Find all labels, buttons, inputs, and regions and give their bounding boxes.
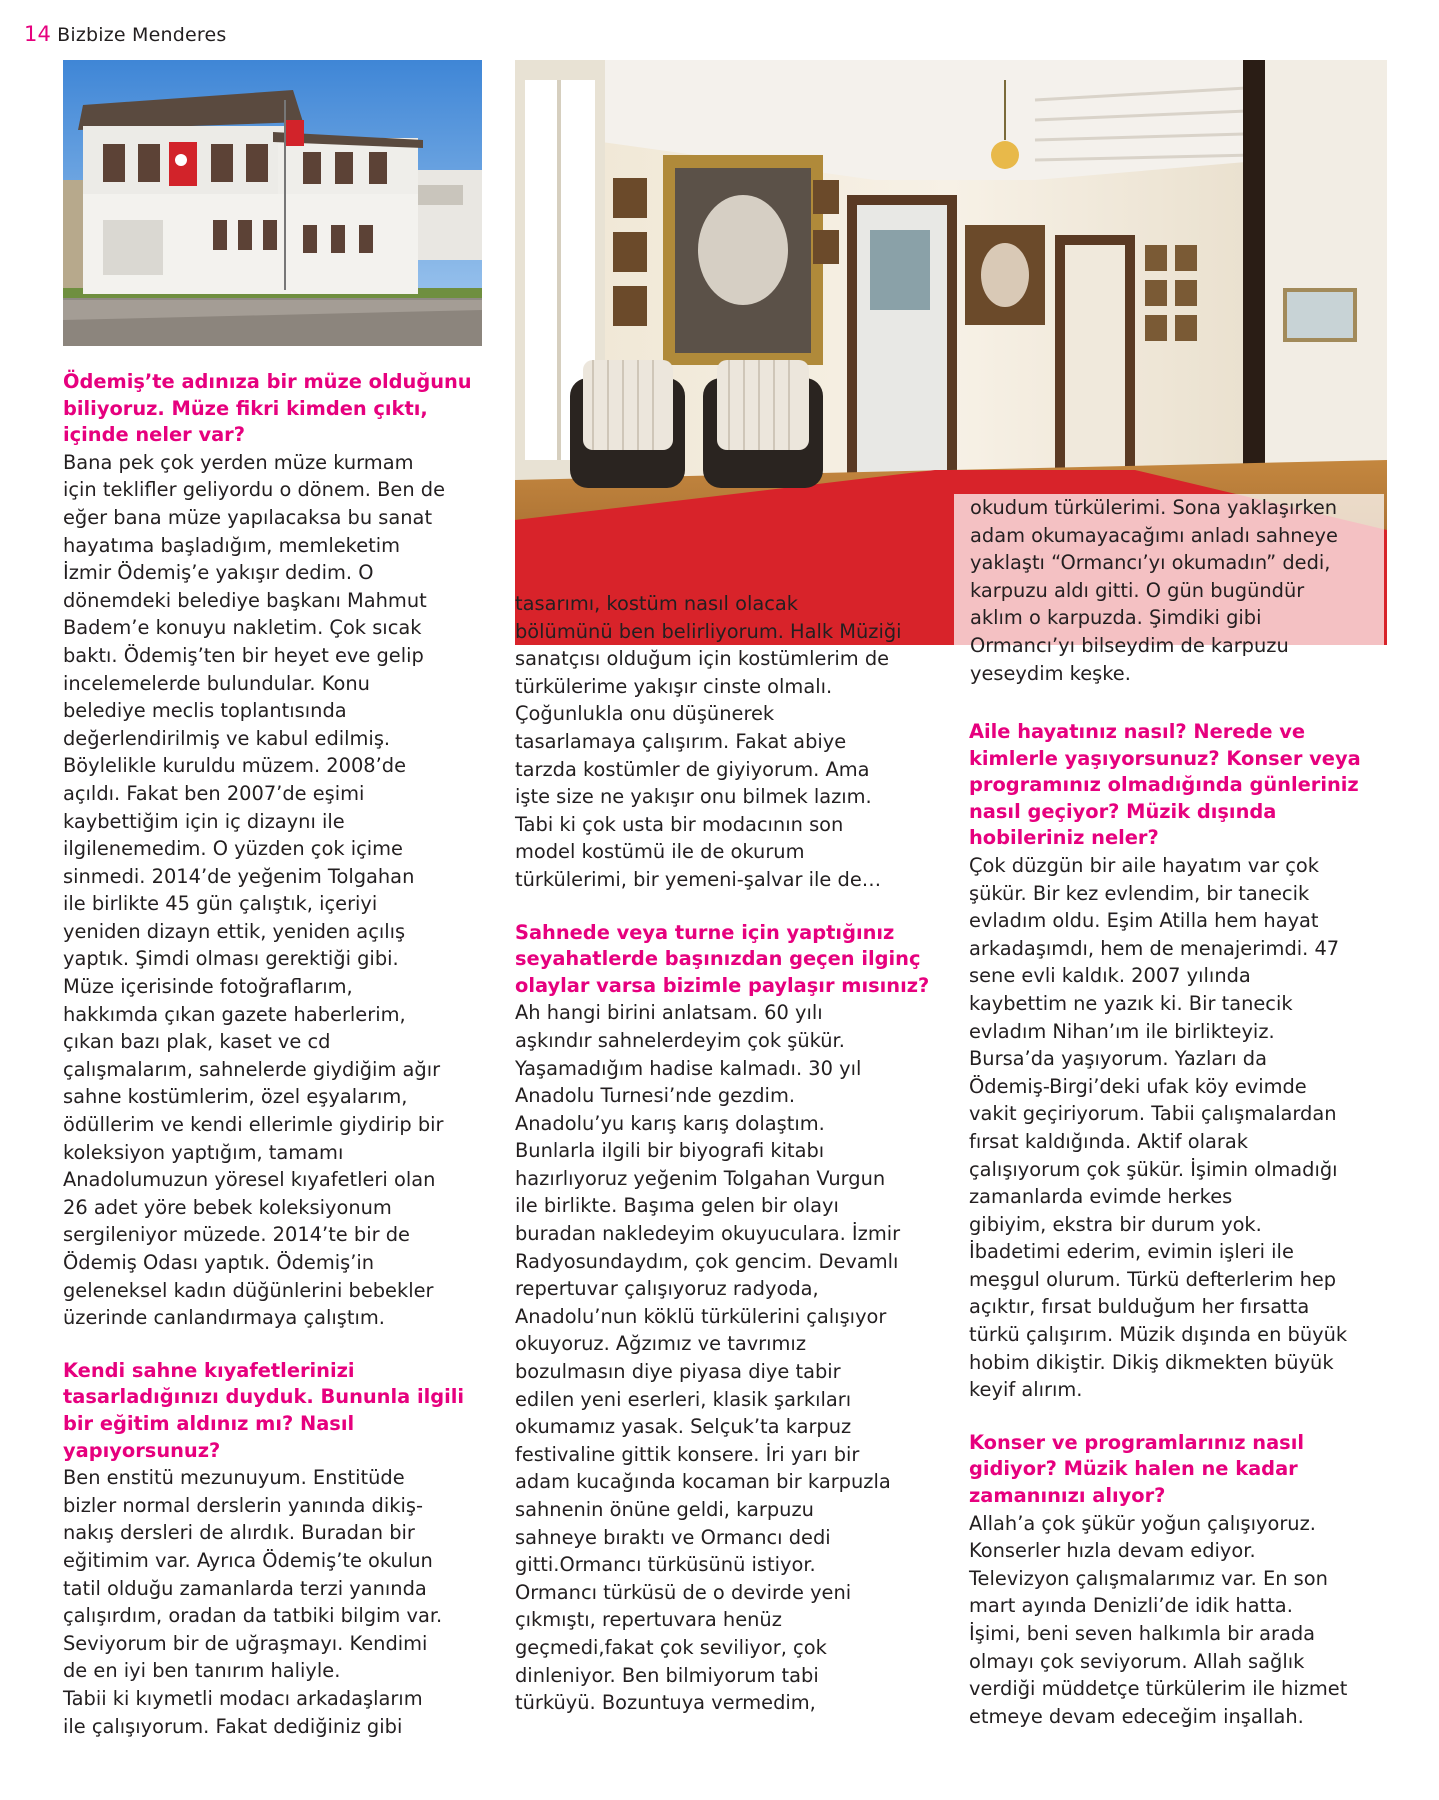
text-line: Badem’e konuyu nakletim. Çok sıcak: [63, 616, 422, 640]
answer-costumes: [63, 1464, 483, 1740]
text-line: festivaline gittik konsere. İri yarı bir: [515, 1442, 860, 1466]
article-column-3: [969, 719, 1389, 1730]
question-museum: Ödemiş’te adınıza bir müze olduğunu biliyoruz. Müze fikri kimden çıktı, içinde neler var?: [63, 370, 472, 447]
text-line: adam okumayacağımı anladı sahneye: [970, 523, 1338, 547]
question-family-life: Aile hayatınız nasıl? Nerede ve kimlerle yaşıyorsunuz? Konser veya programınız olmadığında günleriniz nasıl geçiyor? Müzik dışında hobileriniz neler?: [969, 720, 1361, 850]
text-line: belediye meclis toplantısında: [63, 699, 347, 723]
text-line: Ödemiş Odası yaptık. Ödemiş’in: [63, 1251, 375, 1274]
text-line: kaybettim ne yazık ki. Bir tanecik: [969, 991, 1293, 1015]
text-line: keyif alırım.: [969, 1378, 1083, 1402]
page-header: [24, 22, 227, 46]
text-line: tatil olduğu zamanlarda terzi yanında: [63, 1576, 427, 1600]
text-line: Bursa’da yaşıyorum. Yazları da: [969, 1047, 1267, 1071]
text-line: sergileniyor müzede. 2014’te bir de: [63, 1223, 410, 1247]
page-number: 14: [24, 22, 52, 46]
text-line: okudum türkülerimi. Sona yaklaşırken: [970, 496, 1338, 519]
text-line: repertuvar çalışıyoruz radyoda,: [515, 1277, 819, 1301]
text-line: adam kucağında kocaman bir karpuzla: [515, 1470, 891, 1494]
text-line: sanatçısı olduğum için kostümlerim de: [515, 647, 890, 671]
text-line: Seviyorum bir de uğraşmayı. Kendimi: [63, 1631, 428, 1655]
text-line: Yaşamadığım hadise kalmadı. 30 yıl: [515, 1056, 862, 1080]
text-line: eğer bana müze yapılacaksa bu sanat: [63, 505, 433, 529]
text-line: türkülerimi, bir yemeni-şalvar ile de…: [515, 867, 882, 891]
text-line: yaptık. Şimdi olması gerektiği gibi.: [63, 947, 399, 971]
text-line: çalışırdım, oradan da tatbiki bilgim var.: [63, 1604, 443, 1628]
text-line: için teklifler geliyordu o dönem. Ben de: [63, 478, 446, 502]
text-line: evladım Nihan’ım ile birlikteyiz.: [969, 1019, 1275, 1043]
text-line: Anadolumuzun yöresel kıyafetleri olan: [63, 1168, 436, 1192]
article-column-3-continued-text: [954, 494, 1384, 691]
text-line: ödüllerim ve kendi ellerimle giydirip bir: [63, 1113, 444, 1137]
text-line: Ödemiş-Birgi’deki ufak köy evimde: [969, 1074, 1307, 1098]
text-line: ilgilenemedim. O yüzden çok içime: [63, 837, 403, 861]
text-line: türkü çalışırım. Müzik dışında en büyük: [969, 1323, 1348, 1347]
text-line: hayatıma başladığım, memleketim: [63, 533, 400, 557]
text-line: sahnenin önüne geldi, karpuzu: [515, 1498, 814, 1521]
text-line: Anadolu’nun köklü türkülerini çalışıyor: [515, 1304, 887, 1328]
text-line: Ben enstitü mezunuyum. Enstitüde: [63, 1466, 405, 1490]
text-line: geleneksel kadın düğünlerini bebekler: [63, 1278, 434, 1302]
text-line: ile birlikte 45 gün çalıştık, içeriyi: [63, 892, 378, 916]
text-line: çıkan bazı plak, kaset ve cd: [63, 1030, 331, 1054]
text-line: türküyü. Bozuntuya vermedim,: [515, 1691, 816, 1715]
text-line: olmayı çok seviyorum. Allah sağlık: [969, 1649, 1305, 1673]
text-line: karpuzu aldı gitti. O gün bugündür: [970, 578, 1305, 602]
museum-house-illustration: [63, 60, 482, 346]
text-line: okumamız yasak. Selçuk’ta karpuz: [515, 1415, 852, 1439]
text-line: çalışmalarım, sahnelerde giydiğim ağır: [63, 1057, 441, 1081]
text-line: vakit geçiriyorum. Tabii çalışmalardan: [969, 1102, 1337, 1126]
text-line: tasarlamaya çalışırım. Fakat abiye: [515, 729, 847, 753]
answer-concerts: [969, 1510, 1389, 1731]
text-line: Ormancı’yı bilseydim de karpuzu: [970, 633, 1289, 657]
text-line: evladım oldu. Eşim Atilla hem hayat: [969, 909, 1319, 933]
text-line: sahne kostümlerim, özel eşyalarım,: [63, 1085, 408, 1109]
text-line: Televizyon çalışmalarımız var. En son: [969, 1566, 1328, 1590]
text-line: aşkındır sahnelerdeyim çok şükür.: [515, 1028, 845, 1052]
text-line: gitti.Ormancı türküsünü istiyor.: [515, 1553, 816, 1577]
text-line: açıktır, fırsat bulduğum her fırsatta: [969, 1295, 1310, 1319]
question-travel-stories: Sahnede veya turne için yaptığınız seyahatlerde başınızdan geçen ilginç olaylar varsa bizimle paylaşır mısınız?: [515, 920, 930, 997]
text-line: Bana pek çok yerden müze kurmam: [63, 450, 414, 474]
text-line: değerlendirilmiş ve kabul edilmiş.: [63, 726, 391, 750]
text-line: bölümünü ben belirliyorum. Halk Müziği: [515, 619, 902, 643]
text-line: koleksiyon yaptığım, tamamı: [63, 1140, 344, 1164]
text-line: bizler normal derslerin yanında dikiş-: [63, 1493, 423, 1517]
text-line: Müze içerisinde fotoğraflarım,: [63, 975, 353, 999]
text-line: şükür. Bir kez evlendim, bir tanecik: [969, 881, 1310, 905]
text-line: dinleniyor. Ben bilmiyorum tabi: [515, 1663, 819, 1687]
text-line: mart ayında Denizli’de idik hatta.: [969, 1594, 1293, 1618]
text-line: İbadetimi ederim, evimin işleri ile: [969, 1240, 1294, 1264]
answer-museum: [63, 449, 483, 1332]
text-line: buradan nakledeyim okuyuculara. İzmir: [515, 1222, 901, 1246]
text-line: bozulmasın diye piyasa diye tabir: [515, 1360, 841, 1384]
text-line: sinmedi. 2014’de yeğenim Tolgahan: [63, 864, 415, 888]
text-line: verdiği müddetçe türkülerim ile hizmet: [969, 1677, 1348, 1701]
answer-costumes-continued: [515, 590, 935, 894]
text-line: Konserler hızla devam ediyor.: [969, 1539, 1256, 1563]
text-line: Çoğunlukla onu düşünerek: [515, 702, 775, 726]
text-line: fırsat kaldığında. Aktif olarak: [969, 1129, 1248, 1153]
question-concerts: Konser ve programlarınız nasıl gidiyor? Müzik halen ne kadar zamanınızı alıyor?: [969, 1430, 1305, 1508]
text-line: model kostümü ile de okurum: [515, 840, 805, 864]
text-line: baktı. Ödemiş’ten bir heyet eve gelip: [63, 643, 424, 667]
text-line: de en iyi ben tanırım haliyle.: [63, 1659, 341, 1683]
text-line: eğitimim var. Ayrıca Ödemiş’te okulun: [63, 1548, 433, 1572]
text-line: İşimi, beni seven halkımla bir arada: [969, 1622, 1316, 1645]
text-line: okuyoruz. Ağzımız ve tavrımız: [515, 1332, 806, 1356]
museum-exterior-photo: [63, 60, 482, 346]
text-line: edilen yeni eserleri, klasik şarkıları: [515, 1387, 852, 1411]
text-line: hobim dikiştir. Dikiş dikmekten büyük: [969, 1350, 1334, 1374]
text-line: sene evli kaldık. 2007 yılında: [969, 964, 1251, 988]
text-line: Böylelikle kuruldu müzem. 2008’de: [63, 754, 407, 778]
magazine-title: Bizbize Menderes: [57, 24, 227, 46]
text-line: Anadolu’yu karış karış dolaştım.: [515, 1111, 825, 1135]
question-costumes: Kendi sahne kıyafetlerinizi tasarladığınızı duyduk. Bununla ilgili bir eğitim aldınız mı? Nasıl yapıyorsunuz?: [63, 1358, 465, 1462]
text-line: aklım o karpuzda. Şimdiki gibi: [970, 606, 1262, 630]
text-line: ile çalışıyorum. Fakat dediğiniz gibi: [63, 1714, 403, 1738]
text-line: meşgul olurum. Türkü defterlerim hep: [969, 1267, 1337, 1291]
answer-travel-stories: [515, 999, 935, 1716]
text-line: etmeye devam edeceğim inşallah.: [969, 1704, 1304, 1728]
text-line: dönemdeki belediye başkanı Mahmut: [63, 588, 427, 612]
text-line: Tabi ki çok usta bir modacının son: [515, 812, 844, 836]
text-line: yeseydim keşke.: [970, 661, 1131, 685]
text-line: ile birlikte. Başıma gelen bir olayı: [515, 1194, 839, 1218]
text-line: İzmir Ödemiş’e yakışır dedim. O: [63, 561, 374, 585]
text-line: arkadaşımdı, hem de menajerimdi. 47: [969, 936, 1340, 960]
text-line: yaklaştı “Ormancı’yı okumadın” dedi,: [970, 551, 1331, 575]
text-line: hazırlıyoruz yeğenim Tolgahan Vurgun: [515, 1166, 886, 1190]
text-line: gibiyim, ekstra bir durum yok.: [969, 1212, 1262, 1236]
text-line: tarzda kostümler de giyiyorum. Ama: [515, 757, 870, 781]
text-line: türkülerime yakışır cinste olmalı.: [515, 674, 833, 698]
text-line: Anadolu Turnesi’nde gezdim.: [515, 1084, 795, 1108]
text-line: kaybettiğim için iç dizaynı ile: [63, 809, 345, 833]
text-line: yeniden dizayn ettik, yeniden açılış: [63, 919, 406, 943]
text-line: zamanlarda evimde herkes: [969, 1185, 1233, 1209]
text-line: Radyosundaydım, çok gencim. Devamlı: [515, 1249, 899, 1273]
text-line: tasarımı, kostüm nasıl olacak: [515, 592, 799, 615]
text-line: üzerinde canlandırmaya çalıştım.: [63, 1306, 385, 1330]
article-column-1: [63, 369, 483, 1740]
text-line: işte size ne yakışır onu bilmek lazım.: [515, 785, 872, 809]
text-line: Bunlarla ilgili bir biyografi kitabı: [515, 1139, 825, 1163]
text-line: Çok düzgün bir aile hayatım var çok: [969, 853, 1320, 877]
text-line: nakış dersleri de alırdık. Buradan bir: [63, 1521, 415, 1545]
text-line: geçmedi,fakat çok seviliyor, çok: [515, 1635, 827, 1659]
article-column-2: [515, 590, 935, 1717]
text-line: sahneye bıraktı ve Ormancı dedi: [515, 1525, 831, 1549]
text-line: 26 adet yöre bebek koleksiyonum: [63, 1195, 392, 1219]
text-line: Allah’a çok şükür yoğun çalışıyoruz.: [969, 1511, 1316, 1535]
text-line: incelemelerde bulundular. Konu: [63, 671, 370, 695]
text-line: çalışıyorum çok şükür. İşimin olmadığı: [969, 1157, 1338, 1181]
text-line: açıldı. Fakat ben 2007’de eşimi: [63, 781, 365, 805]
answer-family-life: [969, 852, 1389, 1404]
text-line: çıkmıştı, repertuvara henüz: [515, 1608, 782, 1632]
text-line: Tabii ki kıymetli modacı arkadaşlarım: [63, 1686, 423, 1710]
text-line: Ormancı türküsü de o devirde yeni: [515, 1580, 852, 1604]
text-line: hakkımda çıkan gazete haberlerim,: [63, 1002, 406, 1026]
text-line: Ah hangi birini anlatsam. 60 yılı: [515, 1001, 823, 1025]
